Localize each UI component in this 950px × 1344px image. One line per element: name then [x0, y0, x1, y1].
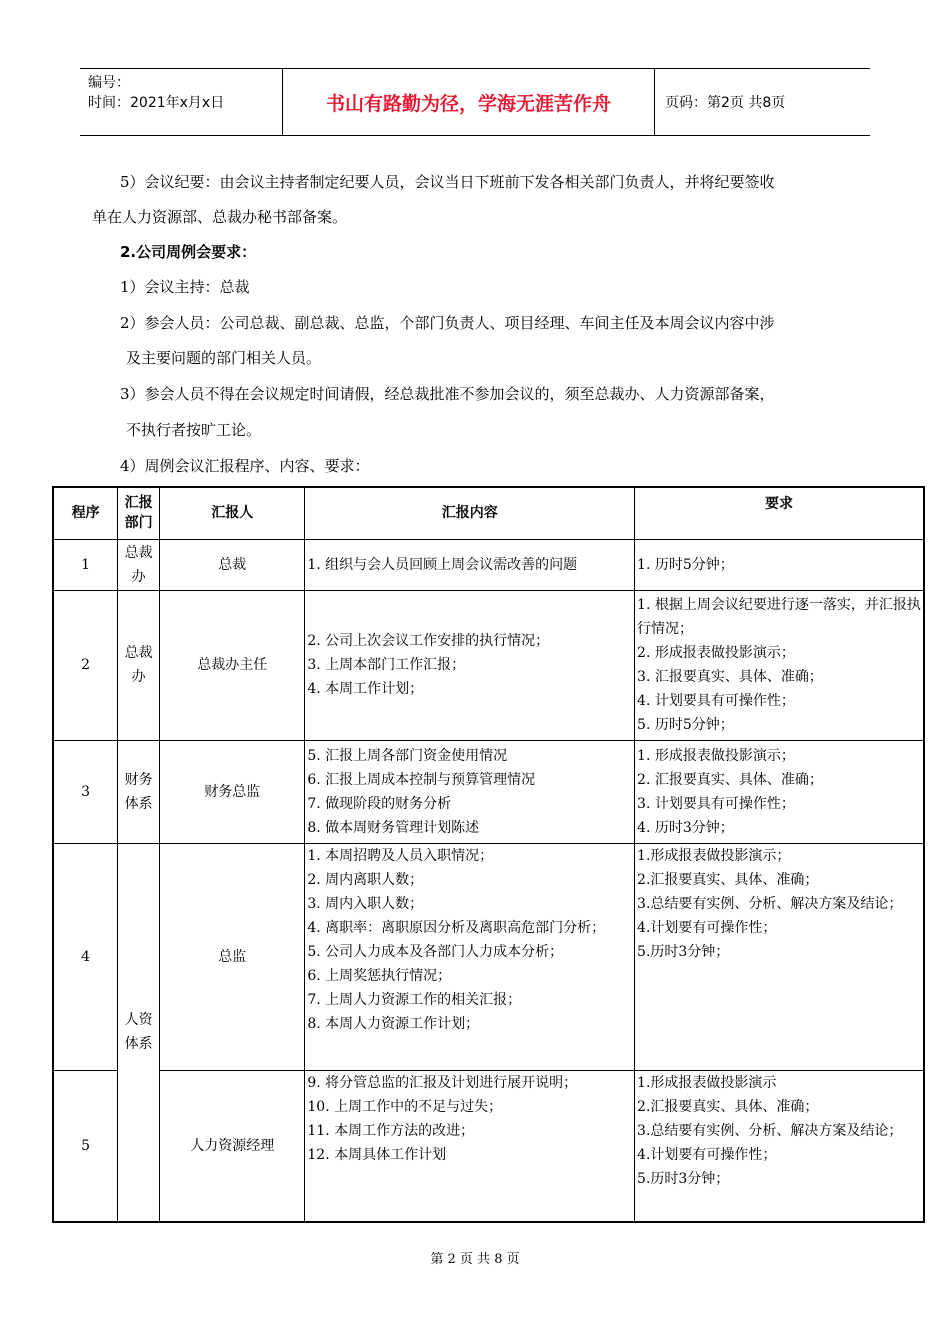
requirement-item: 1. 形成报表做投影演示； [637, 747, 795, 764]
requirement-item: 2. 汇报要真实、具体、准确； [637, 771, 823, 788]
header-requirement: 要求 [635, 487, 924, 539]
content-item: 6. 汇报上周成本控制与预算管理情况 [307, 771, 536, 788]
page-header [80, 68, 870, 136]
row-step: 4 [53, 843, 118, 1070]
time-label: 时间：2021年x月x日 [88, 95, 225, 111]
row-reporter: 总裁办主任 [160, 590, 305, 740]
row-requirement [635, 539, 924, 590]
row-step: 3 [53, 740, 118, 843]
content-item: 4. 离职率：离职原因分析及离职高危部门分析； [307, 919, 606, 936]
item-2-line2: 及主要问题的部门相关人员。 [126, 349, 322, 367]
content-item: 8. 本周人力资源工作计划； [307, 1015, 480, 1032]
table-header-row [53, 487, 924, 539]
row-reporter: 总裁 [160, 539, 305, 590]
header-content: 汇报内容 [305, 487, 635, 539]
row-step: 5 [53, 1070, 118, 1222]
item-3-line2: 不执行者按旷工论。 [126, 421, 262, 439]
row-requirement [635, 1070, 924, 1222]
table-row [53, 843, 924, 1070]
header-meta [80, 69, 283, 135]
header-dept: 汇报部门 [118, 487, 160, 539]
row-content [305, 539, 635, 590]
content-item: 7. 上周人力资源工作的相关汇报； [307, 991, 522, 1008]
requirement-item: 4. 计划要具有可操作性； [637, 693, 795, 709]
content-item: 1. 本周招聘及人员入职情况； [307, 847, 494, 864]
paragraph-5-line1: 5）会议纪要：由会议主持者制定纪要人员，会议当日下班前下发各相关部门负责人，并将纪要签收 [120, 173, 775, 191]
number-label: 编号： [88, 75, 130, 91]
requirement-item: 3.总结要有实例、分析、解决方案及结论； [637, 1122, 903, 1139]
row-dept: 总裁办 [118, 590, 160, 740]
content-item: 10. 上周工作中的不足与过失； [307, 1098, 503, 1115]
item-3-line1: 3）参会人员不得在会议规定时间请假，经总裁批准不参加会议的，须至总裁办、人力资源部备案， [120, 385, 775, 403]
header-reporter: 汇报人 [160, 487, 305, 539]
row-content [305, 740, 635, 843]
row-requirement [635, 740, 924, 843]
content-item: 9. 将分管总监的汇报及计划进行展开说明； [307, 1074, 578, 1091]
requirement-item: 2.汇报要真实、具体、准确； [637, 1098, 819, 1115]
row-dept: 财务体系 [118, 740, 160, 843]
requirement-item: 3. 计划要具有可操作性； [637, 795, 795, 812]
row-content [305, 1070, 635, 1222]
content-item: 2. 周内离职人数； [307, 871, 424, 888]
requirement-item: 4.计划要有可操作性； [637, 1146, 777, 1163]
row-step: 2 [53, 590, 118, 740]
item-2-line1: 2）参会人员：公司总裁、副总裁、总监，个部门负责人、项目经理、车间主任及本周会议内容中涉 [120, 314, 775, 332]
requirement-item: 4. 历时3分钟； [637, 819, 734, 836]
requirement-item: 5.历时3分钟； [637, 943, 730, 960]
requirement-item: 1. 根据上周会议纪要进行逐一落实，并汇报执行情况； [637, 597, 921, 637]
report-table [52, 486, 925, 1223]
content-item: 6. 上周奖惩执行情况； [307, 967, 452, 984]
row-reporter: 总监 [160, 843, 305, 1070]
row-content [305, 590, 635, 740]
content-item: 7. 做现阶段的财务分析 [307, 795, 452, 812]
header-page-info: 页码：第2页 共8页 [665, 95, 786, 111]
table-row [53, 740, 924, 843]
row-content [305, 843, 635, 1070]
requirement-item: 1.形成报表做投影演示； [637, 847, 791, 864]
row-reporter: 人力资源经理 [160, 1070, 305, 1222]
content-item: 3. 周内入职人数； [307, 895, 424, 912]
requirement-item: 1.形成报表做投影演示 [637, 1074, 777, 1091]
requirement-item: 4.计划要有可操作性； [637, 919, 777, 936]
paragraph-5-line2: 单在人力资源部、总裁办秘书部备案。 [92, 208, 348, 226]
row-dept: 人资体系 [118, 843, 160, 1222]
requirement-item: 2.汇报要真实、具体、准确； [637, 871, 819, 888]
table-row [53, 590, 924, 740]
content-item: 12. 本周具体工作计划 [307, 1146, 447, 1163]
page-footer: 第 2 页 共 8 页 [430, 1252, 520, 1267]
header-step: 程序 [53, 487, 118, 539]
content-item: 11. 本周工作方法的改进； [307, 1122, 475, 1139]
content-item: 4. 本周工作计划； [307, 681, 424, 697]
header-motto: 书山有路勤为径，学海无涯苦作舟 [283, 69, 655, 135]
requirement-item: 3.总结要有实例、分析、解决方案及结论； [637, 895, 903, 912]
row-requirement [635, 590, 924, 740]
row-dept: 总裁办 [118, 539, 160, 590]
content-item: 1. 组织与会人员回顾上周会议需改善的问题 [307, 556, 578, 573]
item-4: 4）周例会议汇报程序、内容、要求： [120, 457, 370, 475]
requirement-item: 3. 汇报要真实、具体、准确； [637, 669, 823, 685]
row-requirement [635, 843, 924, 1070]
content-item: 5. 汇报上周各部门资金使用情况 [307, 747, 508, 764]
row-reporter: 财务总监 [160, 740, 305, 843]
content-item: 5. 公司人力成本及各部门人力成本分析； [307, 943, 564, 960]
row-step: 1 [53, 539, 118, 590]
content-item: 8. 做本周财务管理计划陈述 [307, 819, 480, 836]
content-item: 2. 公司上次会议工作安排的执行情况； [307, 633, 550, 649]
item-1: 1）会议主持：总裁 [120, 278, 250, 296]
table-row [53, 1070, 924, 1222]
content-item: 3. 上周本部门工作汇报； [307, 657, 466, 673]
requirement-item: 5. 历时5分钟； [637, 717, 734, 733]
section-2-title: 2.公司周例会要求： [120, 243, 257, 261]
table-row [53, 539, 924, 590]
requirement-item: 5.历时3分钟； [637, 1170, 730, 1187]
requirement-item: 2. 形成报表做投影演示； [637, 645, 795, 661]
requirement-item: 1. 历时5分钟； [637, 556, 734, 573]
